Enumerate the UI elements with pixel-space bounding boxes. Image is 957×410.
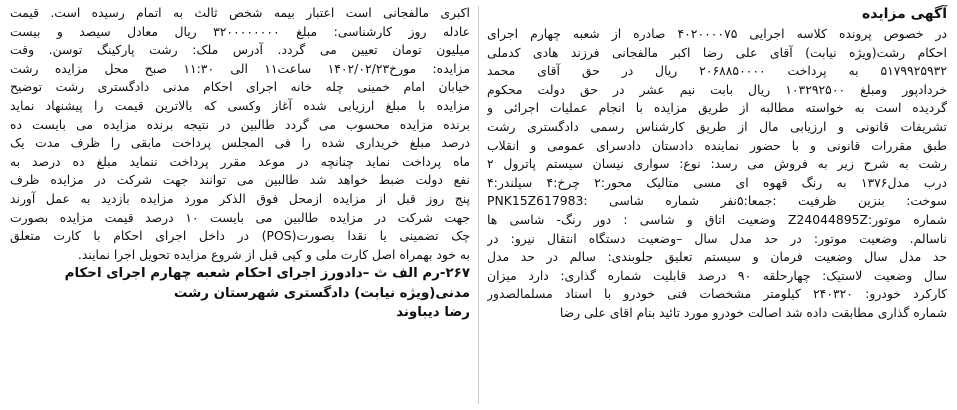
right-column-text xyxy=(487,25,947,323)
notice-text-line: خیابان امام خمینی چله خانه اجرای احکام مدنی دادگستری رشت توضیح xyxy=(10,79,470,95)
notice-text-line: پنج روز قبل از مزایده ازمحل فوق الذکر مورد مزایده بازدید به عمل آورند xyxy=(10,190,470,206)
notice-text-line: نفع دولت ضبط خواهد شد طالبین می توانند جهت شرکت در مزایده ظرف xyxy=(10,172,470,188)
notice-text-line: درب مدل۱۳۷۶ به رنگ قهوه ای مسی متالیک محور:۲ چرخ:۴ سیلندر:۴ xyxy=(487,174,947,190)
notice-text-line: شماره موتور:Z24044895Z وضعیت اتاق و شاسی : دور رنگ- شاسی ها xyxy=(487,211,947,227)
notice-text-line: عادله روز کارشناسی: مبلغ ۳۲۰۰۰۰۰۰۰۰ ریال معادل سیصد و بیست xyxy=(10,23,470,39)
notice-text-line: خردادپور ومبلغ ۱۰۳۲۹۲۵۰۰ ریال بابت نیم عشر در حق دولت محکوم xyxy=(487,81,947,97)
notice-text-line: ۵۱۷۹۹۲۵۹۳۲ به پرداخت ۲۰۶۸۸۵۰۰۰۰ ریال در حق آقای محمد xyxy=(487,63,947,79)
notice-text-line: احکام رشت(ویژه نیابت) آقای علی رضا اکبر مالفجانی فرزند هادی کدملی xyxy=(487,44,947,60)
signature-line: رضا دیباوند xyxy=(396,305,470,321)
notice-text-line: سوخت: بنزین ظرفیت :جمعا:۵نفر شماره شاسی :PNK15Z617983 xyxy=(487,193,947,209)
notice-text-line: در خصوص پرونده کلاسه اجرایی ۴۰۲۰۰۰۰۷۵ صادره از شعبه چهارم اجرای xyxy=(487,26,947,41)
notice-text-line: ناسالم. وضعیت موتور: در حد مدل سال –وضعیت دستگاه انتقال نیرو: در xyxy=(487,230,947,246)
notice-text-line: کارکرد خودرو: ۲۴۰۳۲۰ کیلومتر مشخصات فنی خودرو با اسناد مسلمالصدور xyxy=(487,286,947,302)
notice-text-line: گردیده است به خواسته مطالبه از طریق مزایده با انجام عملیات اجرائی و xyxy=(487,100,947,116)
signature-line: مدنی(ویژه نیابت) دادگستری شهرستان رشت xyxy=(173,285,470,301)
column-divider xyxy=(478,6,479,404)
notice-text-line: چک تضمینی یا نقدا بصورت(POS) در داخل اجرای احکام با کارت متعلق xyxy=(10,228,470,244)
notice-text-line: جهت شرکت در مزایده طالبین می بایست ۱۰ درصد قیمت مزایده بصورت xyxy=(10,209,470,225)
notice-left-column xyxy=(10,4,470,323)
notice-text-line: مزایده: مورخ۱۴۰۲/۰۲/۲۳ ساعت۱۱ الی ۱۱:۳۰ صبح محل مزایده رشت xyxy=(10,60,470,76)
notice-right-column xyxy=(487,4,947,323)
notice-text-line: برنده مزایده محسوب می گردد طالبین در نتیجه برنده مزایده می بایست ده xyxy=(10,116,470,132)
left-column-text xyxy=(10,4,470,264)
notice-text-line: حد مدل سال وضعیت فرمان و سیستم تعلیق جلوبندی: سالم در حد مدل xyxy=(487,249,947,265)
notice-text-line: مزایده با مبلغ ارزیابی شده آغاز وکسی که بالاترین قیمت را پیشنهاد نماید xyxy=(10,97,470,113)
notice-text-line: رشت به شرح زیر به فروش می رسد: نوع: سواری نیسان سیستم پاترول ۲ xyxy=(487,156,947,172)
notice-text-line: طبق مقررات قانونی و با حضور نماینده دادستان دادسرای عمومی و انقلاب xyxy=(487,137,947,153)
notice-text-line: درصد مبلغ خریداری شده را فی المجلس پرداخت مابقی را ظرف مدت یک xyxy=(10,135,470,151)
signature-line: ۲۶۷-رم الف ث –دادورز اجرای احکام شعبه چهارم اجرای احکام xyxy=(64,266,470,282)
signature-block xyxy=(10,264,470,323)
notice-text-line: شماره گذاری مطابقت داده شد اصالت خودرو مورد تائید بنام اقای علی رضا xyxy=(559,304,947,320)
notice-title: آگهی مزایده xyxy=(861,6,947,22)
notice-text-line: اکبری مالفجانی است اعتبار بیمه شخص ثالث به اتمام رسیده است. قیمت xyxy=(10,5,470,20)
notice-text-line: سال وضعیت لاستیک: چهارحلقه ۹۰ درصد قابلیت شماره گذاری: دارد میزان xyxy=(487,267,947,283)
notice-text-line: به خود بهمراه اصل کارت ملی و کپی قبل از شروع مزایده تحویل اجرا نمایند. xyxy=(77,246,470,262)
notice-text-line: ماه پرداخت نماید چنانچه در موعد مقرر پرداخت ننماید مبلغ ده درصد به xyxy=(10,153,470,169)
notice-text-line: تشریفات قانونی و ارزیابی مال از طریق کارشناس رسمی دادگستری رشت xyxy=(487,118,947,134)
notice-text-line: میلیون تومان تعیین می گردد. آدرس ملک: رشت پارکینگ توسن. وقت xyxy=(10,42,470,58)
